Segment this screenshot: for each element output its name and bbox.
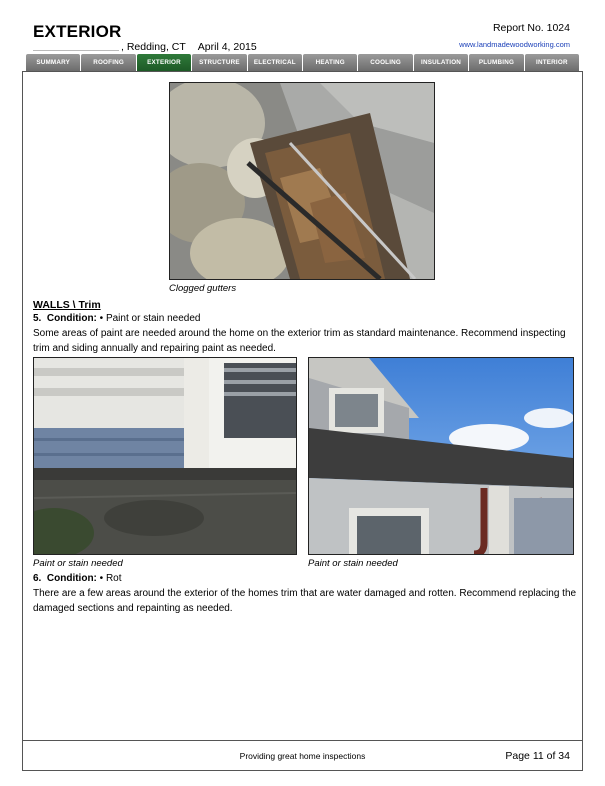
- caption-clogged-gutters: Clogged gutters: [169, 283, 237, 294]
- tab-heating[interactable]: HEATING: [303, 54, 357, 71]
- condition-5-value: • Paint or stain needed: [99, 313, 201, 324]
- photo-paint-needed-trim: [33, 357, 297, 555]
- report-number: Report No. 1024: [492, 22, 570, 34]
- redacted-street: [33, 44, 119, 51]
- condition-6-description: There are a few areas around the exterior of the homes trim that are water damaged and rotten. Recommend replacing the damaged sections and repainting as needed.: [33, 588, 577, 614]
- page-title: EXTERIOR: [33, 22, 122, 41]
- tab-plumbing[interactable]: PLUMBING: [469, 54, 523, 71]
- condition-5-label: Condition:: [46, 313, 97, 324]
- tab-cooling[interactable]: COOLING: [358, 54, 412, 71]
- footer-divider: [22, 740, 583, 741]
- condition-6-number: 6.: [33, 573, 42, 584]
- condition-6-value: • Rot: [99, 573, 122, 584]
- tab-electrical[interactable]: ELECTRICAL: [248, 54, 302, 71]
- tab-exterior[interactable]: EXTERIOR: [137, 54, 191, 71]
- tab-insulation[interactable]: INSULATION: [414, 54, 468, 71]
- section-tabs: [26, 54, 579, 71]
- footer-tagline: Providing great home inspections: [239, 751, 366, 761]
- page-number: Page 11 of 34: [505, 750, 570, 762]
- photo-clogged-gutters: [169, 82, 435, 280]
- tab-structure[interactable]: STRUCTURE: [192, 54, 246, 71]
- photo-paint-needed-gable: [308, 357, 574, 555]
- condition-5-description: Some areas of paint are needed around the home on the exterior trim as standard maintenance. Recommend inspecting trim and siding annually and repairing paint as needed.: [33, 328, 566, 354]
- tab-summary[interactable]: SUMMARY: [26, 54, 80, 71]
- gable-photo-image: [309, 358, 573, 554]
- trim-photo-image: [34, 358, 296, 554]
- tab-roofing[interactable]: ROOFING: [81, 54, 135, 71]
- caption-gable-paint: Paint or stain needed: [308, 558, 398, 569]
- condition-6-label: Condition:: [46, 573, 97, 584]
- condition-6: [33, 573, 122, 584]
- condition-5: [33, 313, 200, 324]
- condition-5-number: 5.: [33, 313, 42, 324]
- address-line: [33, 41, 257, 53]
- inspection-date: April 4, 2015: [197, 41, 257, 53]
- website-link[interactable]: www.landmadewoodworking.com: [459, 40, 570, 49]
- address-city: , Redding, CT: [121, 41, 186, 53]
- tab-interior[interactable]: INTERIOR: [525, 54, 579, 71]
- caption-trim-paint: Paint or stain needed: [33, 558, 123, 569]
- section-heading-walls-trim: WALLS \ Trim: [33, 299, 101, 311]
- gutter-photo-image: [170, 83, 434, 279]
